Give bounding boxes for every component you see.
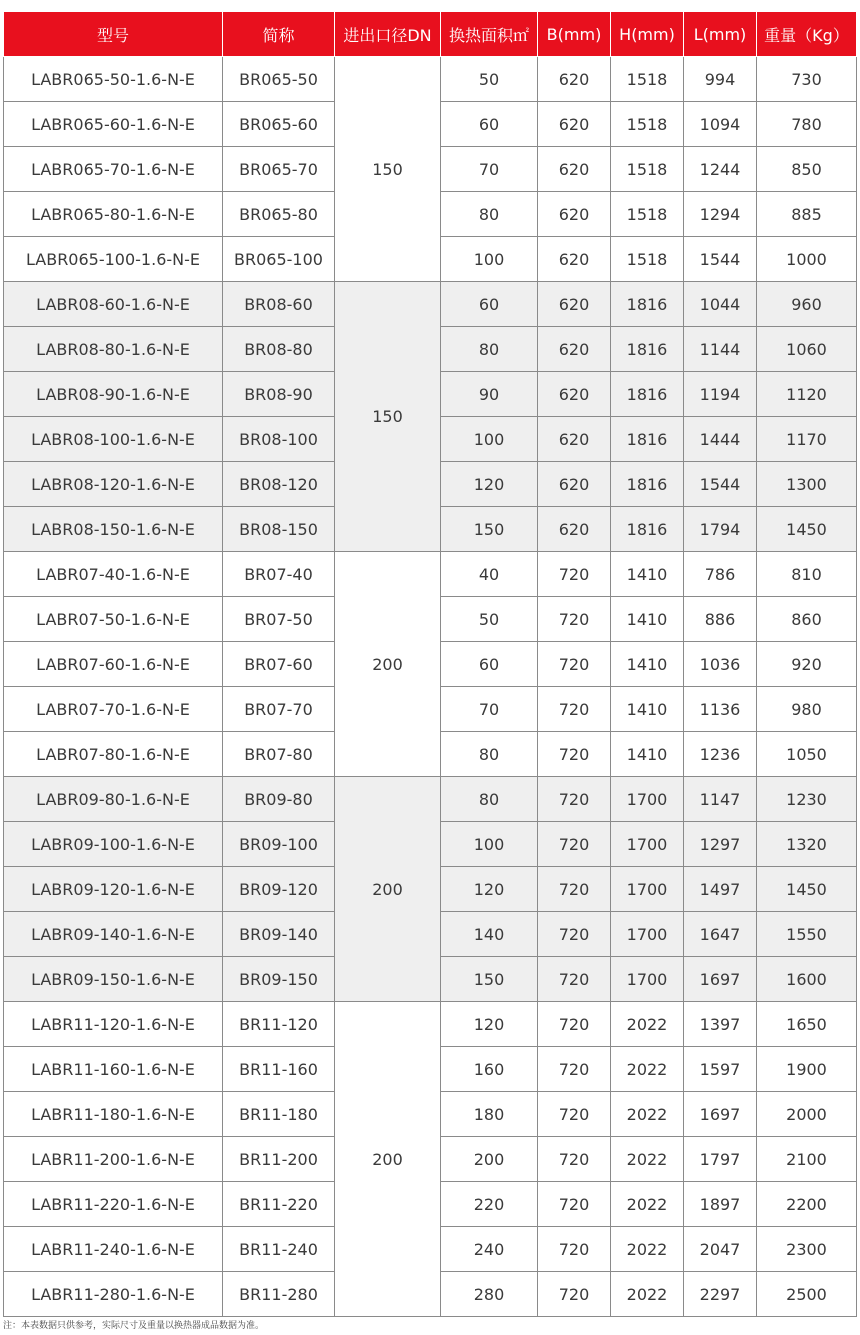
cell-weight: 1120 [757, 372, 857, 417]
cell-weight: 960 [757, 282, 857, 327]
cell-l-mm: 1544 [684, 462, 757, 507]
header-model: 型号 [4, 12, 223, 57]
table-row [4, 552, 857, 597]
cell-area: 80 [441, 327, 538, 372]
cell-l-mm: 1136 [684, 687, 757, 732]
cell-l-mm: 994 [684, 57, 757, 102]
cell-area: 80 [441, 777, 538, 822]
cell-area: 60 [441, 282, 538, 327]
cell-short-name: BR07-40 [223, 552, 335, 597]
cell-short-name: BR065-80 [223, 192, 335, 237]
table-row [4, 57, 857, 102]
cell-port-dn: 200 [335, 1002, 441, 1317]
cell-area: 120 [441, 867, 538, 912]
cell-short-name: BR11-240 [223, 1227, 335, 1272]
footnote: 注：本表数据只供参考，实际尺寸及重量以换热器成品数据为准。 [3, 1321, 265, 1331]
cell-model: LABR11-180-1.6-N-E [4, 1092, 223, 1137]
cell-h-mm: 1700 [611, 867, 684, 912]
cell-area: 220 [441, 1182, 538, 1227]
cell-l-mm: 1297 [684, 822, 757, 867]
cell-model: LABR11-220-1.6-N-E [4, 1182, 223, 1227]
cell-weight: 2000 [757, 1092, 857, 1137]
cell-area: 180 [441, 1092, 538, 1137]
cell-short-name: BR09-100 [223, 822, 335, 867]
cell-model: LABR065-50-1.6-N-E [4, 57, 223, 102]
cell-l-mm: 1147 [684, 777, 757, 822]
cell-b-mm: 620 [538, 327, 611, 372]
cell-model: LABR08-90-1.6-N-E [4, 372, 223, 417]
cell-weight: 850 [757, 147, 857, 192]
cell-l-mm: 1647 [684, 912, 757, 957]
cell-weight: 1650 [757, 1002, 857, 1047]
cell-weight: 980 [757, 687, 857, 732]
cell-model: LABR11-160-1.6-N-E [4, 1047, 223, 1092]
cell-short-name: BR08-100 [223, 417, 335, 462]
cell-model: LABR09-150-1.6-N-E [4, 957, 223, 1002]
cell-l-mm: 1797 [684, 1137, 757, 1182]
cell-b-mm: 620 [538, 237, 611, 282]
cell-h-mm: 1518 [611, 102, 684, 147]
cell-h-mm: 1410 [611, 642, 684, 687]
cell-area: 90 [441, 372, 538, 417]
cell-l-mm: 2047 [684, 1227, 757, 1272]
header-weight: 重量（Kg） [757, 12, 857, 57]
cell-b-mm: 720 [538, 1047, 611, 1092]
cell-h-mm: 2022 [611, 1092, 684, 1137]
cell-model: LABR09-120-1.6-N-E [4, 867, 223, 912]
cell-b-mm: 720 [538, 957, 611, 1002]
cell-b-mm: 720 [538, 1092, 611, 1137]
cell-weight: 2200 [757, 1182, 857, 1227]
spec-table [3, 12, 857, 1317]
cell-weight: 1900 [757, 1047, 857, 1092]
cell-weight: 810 [757, 552, 857, 597]
cell-h-mm: 1410 [611, 597, 684, 642]
cell-h-mm: 1816 [611, 327, 684, 372]
cell-l-mm: 1044 [684, 282, 757, 327]
cell-b-mm: 720 [538, 642, 611, 687]
cell-l-mm: 1194 [684, 372, 757, 417]
cell-area: 200 [441, 1137, 538, 1182]
cell-h-mm: 2022 [611, 1047, 684, 1092]
cell-area: 40 [441, 552, 538, 597]
cell-l-mm: 1444 [684, 417, 757, 462]
cell-h-mm: 1410 [611, 687, 684, 732]
cell-b-mm: 720 [538, 867, 611, 912]
cell-l-mm: 786 [684, 552, 757, 597]
cell-area: 80 [441, 192, 538, 237]
cell-short-name: BR065-60 [223, 102, 335, 147]
cell-h-mm: 1410 [611, 732, 684, 777]
cell-short-name: BR065-100 [223, 237, 335, 282]
cell-h-mm: 2022 [611, 1227, 684, 1272]
cell-weight: 1230 [757, 777, 857, 822]
cell-model: LABR065-100-1.6-N-E [4, 237, 223, 282]
cell-area: 50 [441, 597, 538, 642]
cell-b-mm: 620 [538, 507, 611, 552]
cell-weight: 2100 [757, 1137, 857, 1182]
cell-weight: 1450 [757, 507, 857, 552]
cell-model: LABR11-240-1.6-N-E [4, 1227, 223, 1272]
cell-weight: 1300 [757, 462, 857, 507]
cell-b-mm: 720 [538, 1137, 611, 1182]
cell-b-mm: 720 [538, 822, 611, 867]
cell-b-mm: 720 [538, 1182, 611, 1227]
cell-area: 120 [441, 462, 538, 507]
cell-port-dn: 150 [335, 282, 441, 552]
cell-short-name: BR09-120 [223, 867, 335, 912]
cell-area: 240 [441, 1227, 538, 1272]
table-row [4, 282, 857, 327]
cell-b-mm: 720 [538, 777, 611, 822]
cell-l-mm: 1144 [684, 327, 757, 372]
cell-weight: 2500 [757, 1272, 857, 1317]
cell-area: 60 [441, 642, 538, 687]
cell-h-mm: 2022 [611, 1137, 684, 1182]
cell-b-mm: 620 [538, 192, 611, 237]
cell-model: LABR09-100-1.6-N-E [4, 822, 223, 867]
cell-model: LABR07-60-1.6-N-E [4, 642, 223, 687]
cell-b-mm: 620 [538, 282, 611, 327]
cell-b-mm: 620 [538, 372, 611, 417]
cell-model: LABR08-60-1.6-N-E [4, 282, 223, 327]
cell-area: 150 [441, 507, 538, 552]
cell-l-mm: 1697 [684, 1092, 757, 1137]
cell-short-name: BR07-80 [223, 732, 335, 777]
cell-model: LABR065-80-1.6-N-E [4, 192, 223, 237]
cell-h-mm: 1410 [611, 552, 684, 597]
cell-h-mm: 1816 [611, 417, 684, 462]
cell-area: 80 [441, 732, 538, 777]
cell-l-mm: 1794 [684, 507, 757, 552]
cell-h-mm: 1816 [611, 372, 684, 417]
cell-l-mm: 1697 [684, 957, 757, 1002]
table-row [4, 1002, 857, 1047]
cell-short-name: BR08-150 [223, 507, 335, 552]
cell-area: 70 [441, 687, 538, 732]
cell-l-mm: 1397 [684, 1002, 757, 1047]
cell-h-mm: 1518 [611, 237, 684, 282]
cell-port-dn: 200 [335, 777, 441, 1002]
cell-short-name: BR07-60 [223, 642, 335, 687]
cell-weight: 1600 [757, 957, 857, 1002]
cell-b-mm: 620 [538, 102, 611, 147]
cell-area: 120 [441, 1002, 538, 1047]
cell-b-mm: 720 [538, 687, 611, 732]
cell-weight: 730 [757, 57, 857, 102]
cell-area: 100 [441, 237, 538, 282]
cell-short-name: BR08-60 [223, 282, 335, 327]
table-header-row [4, 12, 857, 57]
cell-weight: 920 [757, 642, 857, 687]
cell-model: LABR065-70-1.6-N-E [4, 147, 223, 192]
cell-b-mm: 720 [538, 597, 611, 642]
cell-short-name: BR11-160 [223, 1047, 335, 1092]
cell-weight: 1450 [757, 867, 857, 912]
cell-area: 50 [441, 57, 538, 102]
cell-h-mm: 1816 [611, 282, 684, 327]
cell-h-mm: 1700 [611, 777, 684, 822]
cell-short-name: BR07-70 [223, 687, 335, 732]
header-b-mm: B(mm) [538, 12, 611, 57]
cell-l-mm: 1244 [684, 147, 757, 192]
cell-area: 160 [441, 1047, 538, 1092]
cell-model: LABR08-80-1.6-N-E [4, 327, 223, 372]
header-short-name: 简称 [223, 12, 335, 57]
table-row [4, 777, 857, 822]
cell-model: LABR07-50-1.6-N-E [4, 597, 223, 642]
cell-b-mm: 720 [538, 1227, 611, 1272]
table-body [4, 57, 857, 1317]
cell-weight: 1550 [757, 912, 857, 957]
cell-area: 100 [441, 822, 538, 867]
cell-short-name: BR065-70 [223, 147, 335, 192]
cell-area: 280 [441, 1272, 538, 1317]
cell-area: 100 [441, 417, 538, 462]
cell-model: LABR07-40-1.6-N-E [4, 552, 223, 597]
cell-short-name: BR09-140 [223, 912, 335, 957]
cell-model: LABR07-80-1.6-N-E [4, 732, 223, 777]
cell-h-mm: 1700 [611, 822, 684, 867]
cell-area: 140 [441, 912, 538, 957]
cell-area: 60 [441, 102, 538, 147]
header-area: 换热面积㎡ [441, 12, 538, 57]
cell-b-mm: 720 [538, 1272, 611, 1317]
cell-short-name: BR09-80 [223, 777, 335, 822]
cell-h-mm: 1518 [611, 57, 684, 102]
cell-port-dn: 150 [335, 57, 441, 282]
cell-area: 70 [441, 147, 538, 192]
cell-l-mm: 1036 [684, 642, 757, 687]
cell-h-mm: 1700 [611, 957, 684, 1002]
cell-l-mm: 1597 [684, 1047, 757, 1092]
cell-short-name: BR08-120 [223, 462, 335, 507]
cell-short-name: BR11-200 [223, 1137, 335, 1182]
cell-weight: 885 [757, 192, 857, 237]
cell-l-mm: 1236 [684, 732, 757, 777]
cell-l-mm: 1497 [684, 867, 757, 912]
cell-model: LABR07-70-1.6-N-E [4, 687, 223, 732]
cell-model: LABR11-200-1.6-N-E [4, 1137, 223, 1182]
cell-h-mm: 1700 [611, 912, 684, 957]
cell-short-name: BR11-180 [223, 1092, 335, 1137]
cell-h-mm: 2022 [611, 1272, 684, 1317]
cell-weight: 860 [757, 597, 857, 642]
cell-short-name: BR08-90 [223, 372, 335, 417]
cell-weight: 1060 [757, 327, 857, 372]
cell-l-mm: 1294 [684, 192, 757, 237]
cell-b-mm: 620 [538, 57, 611, 102]
header-l-mm: L(mm) [684, 12, 757, 57]
cell-l-mm: 886 [684, 597, 757, 642]
cell-b-mm: 720 [538, 1002, 611, 1047]
cell-weight: 1000 [757, 237, 857, 282]
cell-weight: 2300 [757, 1227, 857, 1272]
cell-model: LABR09-80-1.6-N-E [4, 777, 223, 822]
header-h-mm: H(mm) [611, 12, 684, 57]
cell-l-mm: 1544 [684, 237, 757, 282]
cell-model: LABR11-280-1.6-N-E [4, 1272, 223, 1317]
cell-b-mm: 720 [538, 912, 611, 957]
cell-model: LABR09-140-1.6-N-E [4, 912, 223, 957]
cell-short-name: BR11-280 [223, 1272, 335, 1317]
cell-b-mm: 620 [538, 462, 611, 507]
cell-h-mm: 1816 [611, 507, 684, 552]
cell-l-mm: 1094 [684, 102, 757, 147]
cell-h-mm: 1518 [611, 147, 684, 192]
header-port-dn: 进出口径DN [335, 12, 441, 57]
cell-b-mm: 720 [538, 732, 611, 777]
cell-weight: 780 [757, 102, 857, 147]
cell-port-dn: 200 [335, 552, 441, 777]
cell-short-name: BR08-80 [223, 327, 335, 372]
cell-weight: 1170 [757, 417, 857, 462]
cell-short-name: BR09-150 [223, 957, 335, 1002]
cell-l-mm: 1897 [684, 1182, 757, 1227]
cell-short-name: BR065-50 [223, 57, 335, 102]
cell-model: LABR08-120-1.6-N-E [4, 462, 223, 507]
cell-model: LABR11-120-1.6-N-E [4, 1002, 223, 1047]
cell-weight: 1050 [757, 732, 857, 777]
cell-weight: 1320 [757, 822, 857, 867]
cell-model: LABR065-60-1.6-N-E [4, 102, 223, 147]
cell-short-name: BR11-220 [223, 1182, 335, 1227]
cell-area: 150 [441, 957, 538, 1002]
cell-b-mm: 620 [538, 147, 611, 192]
cell-h-mm: 2022 [611, 1182, 684, 1227]
cell-h-mm: 1518 [611, 192, 684, 237]
cell-h-mm: 1816 [611, 462, 684, 507]
cell-model: LABR08-100-1.6-N-E [4, 417, 223, 462]
cell-b-mm: 620 [538, 417, 611, 462]
cell-h-mm: 2022 [611, 1002, 684, 1047]
cell-l-mm: 2297 [684, 1272, 757, 1317]
cell-b-mm: 720 [538, 552, 611, 597]
cell-model: LABR08-150-1.6-N-E [4, 507, 223, 552]
cell-short-name: BR07-50 [223, 597, 335, 642]
cell-short-name: BR11-120 [223, 1002, 335, 1047]
